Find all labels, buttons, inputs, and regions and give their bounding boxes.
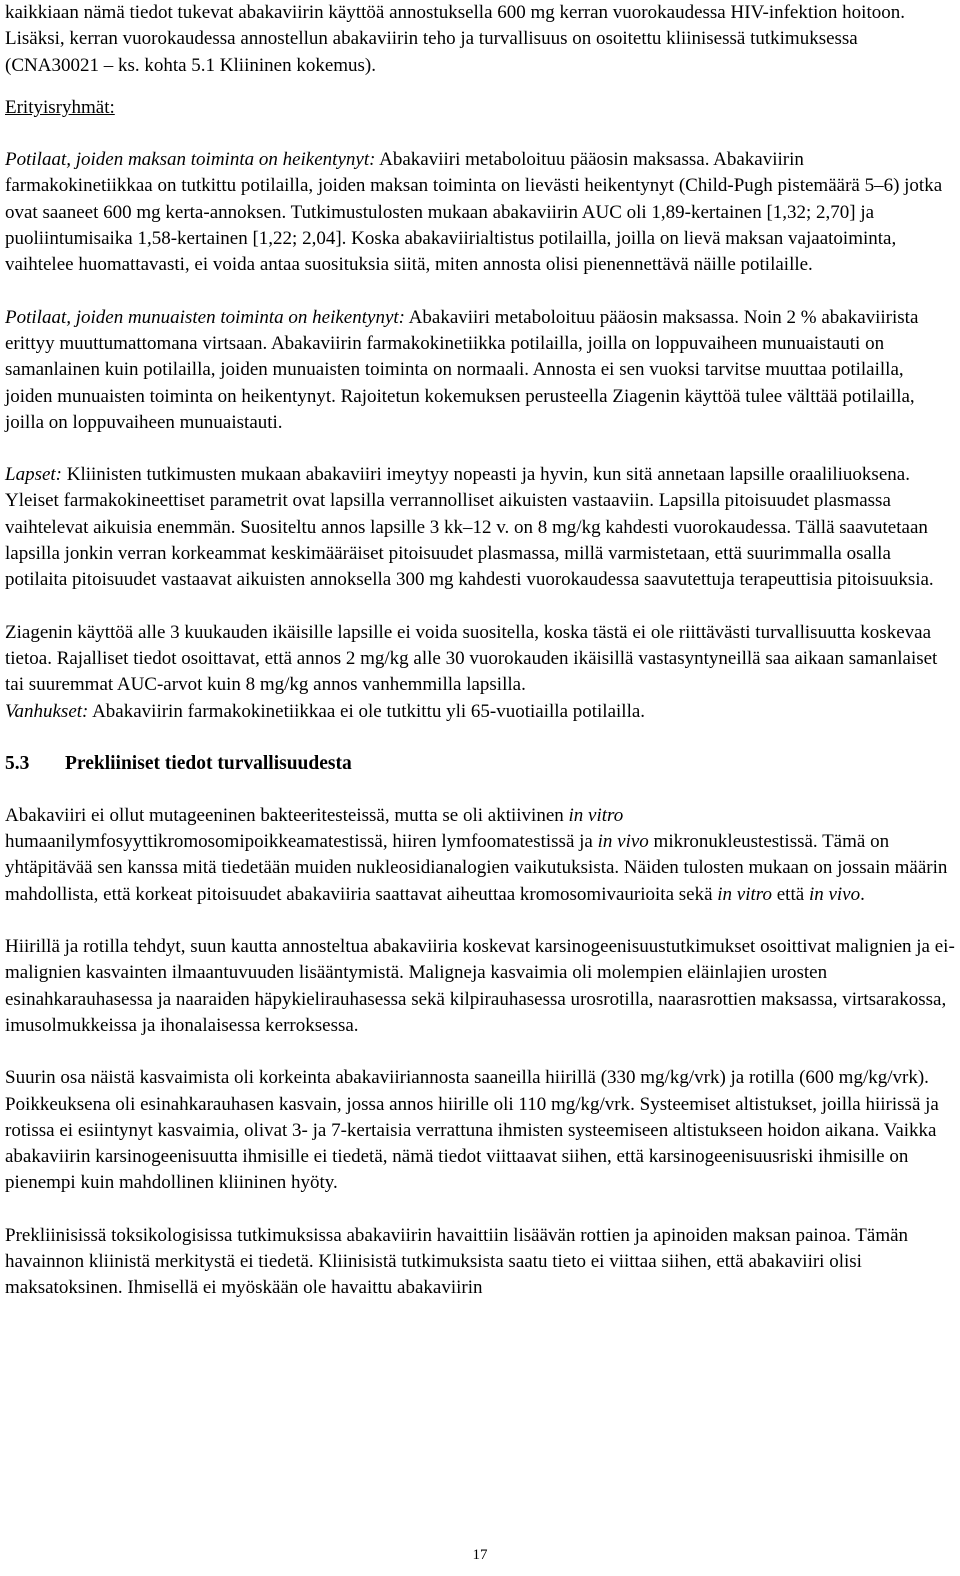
elderly-label: Vanhukset: bbox=[5, 700, 89, 722]
text-span: että bbox=[772, 883, 809, 905]
section-number: 5.3 bbox=[5, 752, 30, 774]
children-text: Kliinisten tutkimusten mukaan abakaviiri imeytyy nopeasti ja hyvin, kun sitä annetaan lapsille oraaliliuoksena. Yleiset farmakokineettiset parametrit ovat lapsilla verrannolliset aikuisten vastaaviin. Lapsilla pitoisuudet plasmassa vaihtelevat aikuisia enemmän. Suositeltu annos lapsille 3 kk–12 v. on 8 mg/kg kahdesti vuorokaudessa. Tällä saavutetaan lapsilla jonkin verran korkeammat keskimääräiset pitoisuudet plasmassa, millä varmistetaan, että suurimmalla osalla potilaita pitoisuudet vastaavat aikuisten annoksella 300 mg kahdesti vuorokaudessa saavutettuja terapeuttisia pitoisuuksia. bbox=[5, 464, 934, 591]
document-page bbox=[5, 0, 955, 1302]
paragraph-tumours: Suurin osa näistä kasvaimista oli korkeinta abakaviiriannosta saaneilla hiirillä (330 mg/kg/vrk) ja rotilla (600 mg/kg/vrk). Poikkeuksena oli esinahkarauhasen kasvain, jossa annos hiirille oli 110 mg/kg/vrk. Systeemiset altistukset, joilla hiirissä ja rotissa ei esiintynyt kasvaimia, olivat 3- ja 7-kertaisia verrattuna ihmisten systeemiseen altistukseen hoidon aikana. Vaikka abakaviirin karsinogeenisuutta ihmisille ei tiedetä, nämä tiedot viittaavat siihen, että karsinogeenisuusriski ihmisille on pienempi kuin mahdollinen kliininen hyöty. bbox=[5, 1067, 939, 1194]
paragraph-intro: kaikkiaan nämä tiedot tukevat abakaviirin käyttöä annostuksella 600 mg kerran vuorokaudessa HIV-infektion hoitoon. Lisäksi, kerran vuorokaudessa annostellun abakaviirin teho ja turvallisuus on osoitettu kliinisessä tutkimuksessa (CNA30021 – ks. kohta 5.1 Kliininen kokemus). bbox=[5, 2, 905, 76]
elderly-text: Abakaviirin farmakokinetiikkaa ei ole tutkittu yli 65-vuotiailla potilailla. bbox=[88, 700, 646, 722]
text-span: mikronukleustestissä. Tämä on yhtäpitävää sen kanssa mitä tiedetään muiden nukleosidianalogien vaikutuksista. Näiden tulosten mukaan on jossain määrin mahdollista, että korkeat pitoisuudet abakaviiria saattavat aiheuttaa kromosomivaurioita sekä bbox=[5, 831, 948, 905]
paragraph-carcinogenicity: Hiirillä ja rotilla tehdyt, suun kautta annosteltua abakaviiria koskevat karsinogeenisuustutkimukset osoittivat malignien ja ei-malignien kasvainten ilmaantuvuuden lisääntymistä. Maligneja kasvaimia oli molempien eläinlajien urosten esinahkarauhasessa ja naaraiden häpykielirauhasessa sekä kilpirauhasessa urosrotilla, naarasrottien maksassa, virtsarakossa, imusolmukkeissa ja ihonalaisessa kerroksessa. bbox=[5, 936, 955, 1036]
renal-text: Abakaviiri metaboloituu pääosin maksassa. Noin 2 % abakaviirista erittyy muuttumattomana virtsaan. Abakaviirin farmakokinetiikka potilailla, joilla on loppuvaiheen munuaistauti on samanlainen kuin potilailla, joiden munuaisten toiminta on normaali. Annosta ei sen vuoksi tarvitse muuttaa potilailla, joiden munuaisten toiminta on heikentynyt. Rajoitetun kokemuksen perusteella Ziagenin käyttöä tulee välttää potilailla, joilla on loppuvaiheen munuaistauti. bbox=[5, 306, 919, 433]
section-heading bbox=[5, 751, 955, 777]
text-span: . bbox=[860, 883, 865, 905]
special-groups-heading-text: Erityisryhmät: bbox=[5, 96, 115, 118]
special-groups-heading bbox=[5, 95, 955, 121]
paragraph-infants: Ziagenin käyttöä alle 3 kuukauden ikäisille lapsille ei voida suositella, koska tästä ei ole riittävästi turvallisuutta koskevaa tietoa. Rajalliset tiedot osoittavat, että annos 2 mg/kg alle 30 vuorokauden ikäisillä vastasyntyneillä saa aikaan samanlaiset tai suuremmat AUC-arvot kuin 8 mg/kg annos vanhemmilla lapsilla. bbox=[5, 621, 938, 696]
paragraph-renal bbox=[5, 305, 955, 436]
italic-term: in vivo bbox=[808, 883, 861, 905]
italic-term: in vitro bbox=[717, 883, 772, 905]
paragraph-mutagenicity bbox=[5, 803, 955, 908]
paragraph-children bbox=[5, 462, 955, 593]
text-span: Abakaviiri ei ollut mutageeninen bakteeritesteissä, mutta se oli aktiivinen bbox=[5, 804, 569, 826]
paragraph-elderly bbox=[5, 699, 955, 725]
children-label: Lapset: bbox=[5, 464, 62, 486]
hepatic-label: Potilaat, joiden maksan toiminta on heikentynyt: bbox=[5, 149, 376, 171]
page-number: 17 bbox=[472, 1547, 488, 1563]
section-title: Prekliiniset tiedot turvallisuudesta bbox=[65, 752, 352, 774]
italic-term: in vitro bbox=[568, 804, 624, 826]
text-span: humaanilymfosyyttikromosomipoikkeamatestissä, hiiren lymfoomatestissä ja bbox=[5, 831, 598, 853]
renal-label: Potilaat, joiden munuaisten toiminta on heikentynyt: bbox=[5, 306, 405, 328]
hepatic-text: Abakaviiri metaboloituu pääosin maksassa. Abakaviirin farmakokinetiikkaa on tutkittu potilailla, joiden maksan toiminta on lievästi heikentynyt (Child-Pugh pistemäärä 5–6) jotka ovat saaneet 600 mg kerta-annoksen. Tutkimustulosten mukaan abakaviirin AUC oli 1,89-kertainen [1,32; 2,70] ja puoliintumisaika 1,58-kertainen [1,22; 2,04]. Koska abakaviirialtistus potilailla, joilla on lievä maksan vajaatoiminta, vaihtelee huomattavasti, ei voida antaa suosituksia siitä, miten annosta olisi pienennettävä näille potilaille. bbox=[5, 149, 943, 276]
paragraph-hepatic bbox=[5, 147, 955, 278]
paragraph-toxicology: Prekliinisissä toksikologisissa tutkimuksissa abakaviirin havaittiin lisäävän rottien ja apinoiden maksan painoa. Tämän havainnon kliinistä merkitystä ei tiedetä. Kliinisistä tutkimuksista saatu tieto ei viittaa siihen, että abakaviiri olisi maksatoksinen. Ihmisellä ei myöskään ole havaittu abakaviirin bbox=[5, 1224, 909, 1299]
italic-term: in vivo bbox=[597, 831, 649, 853]
